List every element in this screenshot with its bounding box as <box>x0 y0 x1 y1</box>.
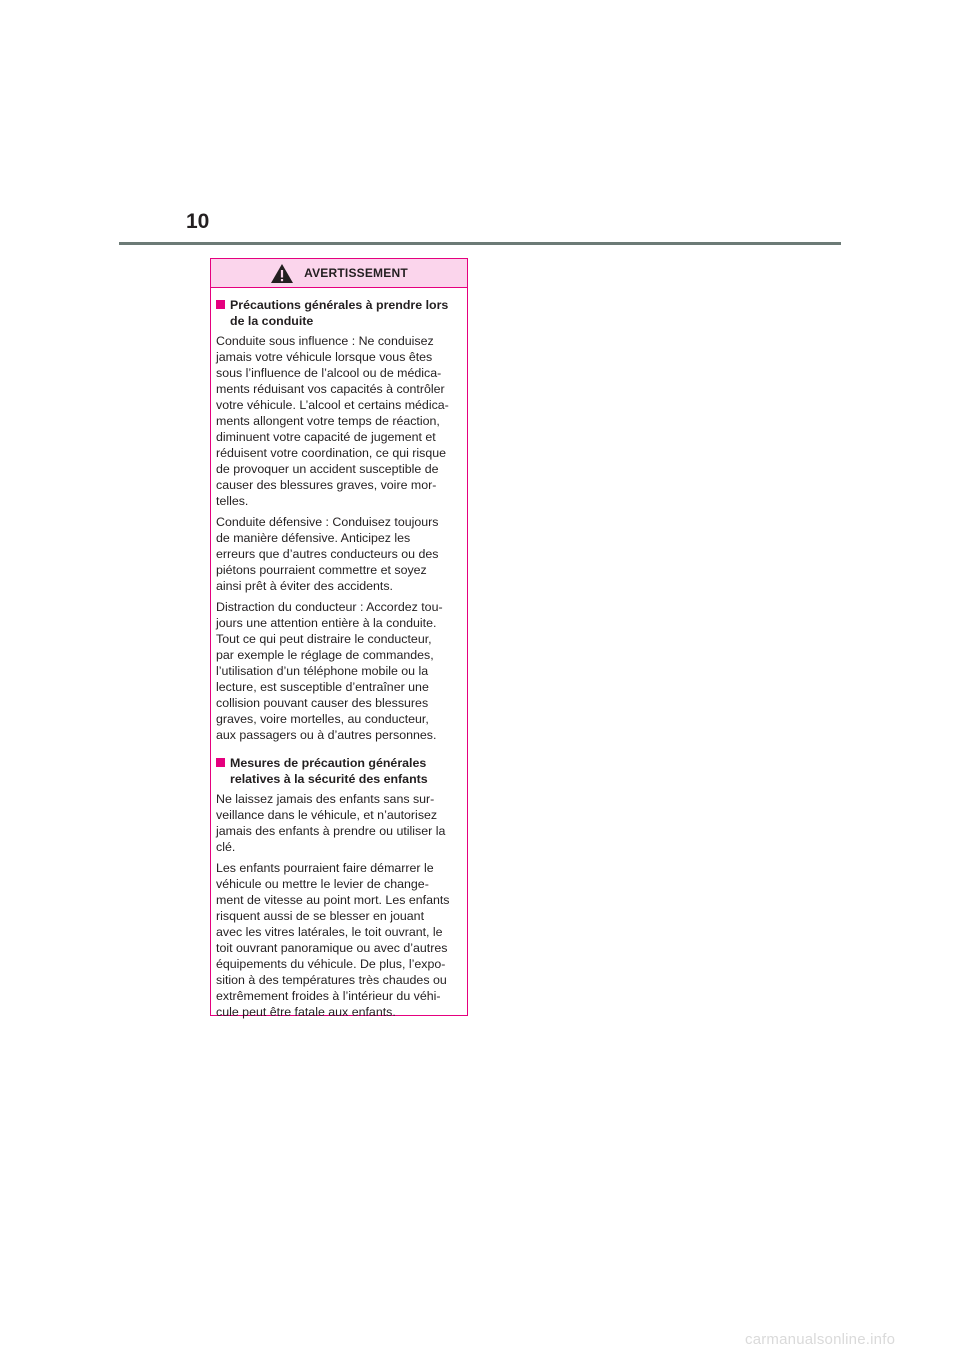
warning-box <box>210 258 468 1019</box>
header-divider <box>119 242 841 245</box>
page-number: 10 <box>186 210 210 233</box>
square-bullet-icon <box>216 300 225 309</box>
section-heading-children <box>216 755 461 787</box>
paragraph-distraction: Distraction du conducteur : Accordez tou- jours une attention entière à la conduite. Tout ce qui peut distraire le conducteur, par exemple le réglage de commandes, l’utilisation d’un téléphone mobile ou la lecture, est susceptible d’entraîner une collision pouvant causer des blessures graves, voire mortelles, au conducteur, aux passagers ou à d’autres personnes. <box>216 600 443 742</box>
paragraph-influence: Conduite sous influence : Ne conduisez jamais votre véhicule lorsque vous êtes sous l’influence de l’alcool ou de médica- ments réduisant vos capacités à contrôler votre véhicule. L’alcool et certains médica- ments allongent votre temps de réaction, diminuent votre capacité de jugement et réduisent votre coordination, ce qui risque de provoquer un accident susceptible de causer des blessures graves, voire mor- telles. <box>216 334 449 508</box>
paragraph-children-unattended: Ne laissez jamais des enfants sans sur- veillance dans le véhicule, et n’autorisez jamais des enfants à prendre ou utiliser la clé. <box>216 792 446 854</box>
warning-title: AVERTISSEMENT <box>304 266 408 280</box>
square-bullet-icon <box>216 758 225 767</box>
warning-header <box>211 259 467 288</box>
paragraph-children-risks: Les enfants pourraient faire démarrer le véhicule ou mettre le levier de change- ment de vitesse au point mort. Les enfants risquent aussi de se blesser en jouant avec les vitres latérales, le toit ouvrant, le toit ouvrant panoramique ou avec d’autres équipements du véhicule. De plus, l’expo- sition à des températures très chaudes ou extrêmement froides à l’intérieur du véhi- cule peut être fatale aux enfants. <box>216 861 450 1019</box>
section-heading-text: Précautions générales à prendre lors de la conduite <box>230 298 449 328</box>
warning-body <box>211 288 467 1020</box>
watermark-link[interactable]: carmanualsonline.info <box>745 1331 896 1348</box>
section-heading-text: Mesures de précaution générales relatives à la sécurité des enfants <box>230 756 428 786</box>
paragraph-defensive: Conduite défensive : Conduisez toujours de manière défensive. Anticipez les erreurs que d’autres conducteurs ou des piétons pourraient commettre et soyez ainsi prêt à éviter des accidents. <box>216 515 439 593</box>
warning-triangle-icon <box>270 263 294 284</box>
section-heading-driving <box>216 297 461 329</box>
